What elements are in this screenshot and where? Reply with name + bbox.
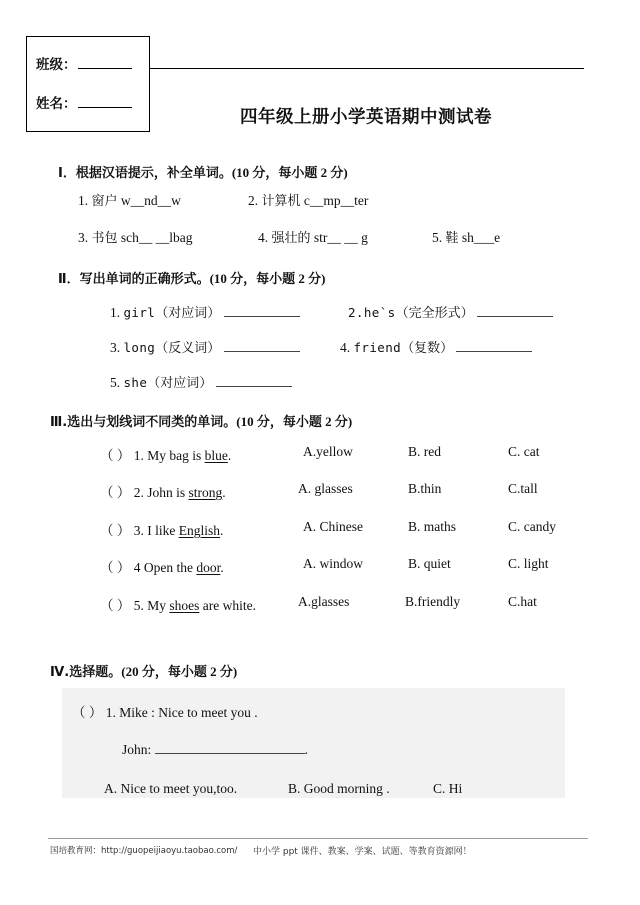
name-field-row	[36, 92, 132, 112]
s3-row-1-underlined: blue	[204, 448, 228, 463]
name-field-label: 姓名：	[36, 96, 77, 112]
s1-item-1-num: 1.	[78, 193, 89, 208]
s3-row-5-option-a[interactable]: A.glasses	[298, 594, 350, 609]
s1-item-2-cn: 计算机	[261, 194, 301, 209]
s4-answer-row	[122, 742, 308, 758]
s3-row-2-answer-bracket[interactable]: （ ）	[100, 485, 131, 500]
s3-row-5-post: are white.	[199, 598, 256, 613]
section-3-heading-text: Ⅲ.选出与划线词不同类的单词。	[50, 415, 237, 430]
s1-item-5-num: 5.	[432, 230, 443, 245]
s3-row-2-pre: John is	[147, 485, 189, 500]
footer-site-credit: 国培教育网：http://guopeijiaoyu.taobao.com/	[50, 846, 238, 856]
s4-q1-option-c[interactable]: C. Hi	[433, 781, 463, 796]
s4-q1-num: 1.	[105, 705, 116, 720]
s3-row-5-answer-bracket[interactable]: （ ）	[100, 598, 131, 613]
s3-row-5-num: 5.	[133, 598, 144, 613]
s1-item-5-en[interactable]: sh___e	[461, 230, 501, 245]
s2-item-2-hint: （完全形式）	[395, 306, 474, 321]
s3-row-3-pre: I like	[147, 523, 179, 538]
s3-row-2-post: .	[222, 485, 226, 500]
s3-row-3-underlined: English	[178, 523, 221, 538]
s3-row-2-option-b[interactable]: B.thin	[408, 481, 442, 496]
s3-row-4-underlined: door	[196, 560, 221, 575]
s3-row-4-post: .	[220, 560, 224, 575]
class-field-blank[interactable]	[78, 56, 132, 69]
s4-answer-label: John:	[122, 742, 152, 757]
s2-item-1	[110, 302, 300, 321]
s2-item-1-blank[interactable]	[224, 305, 300, 317]
section-4-heading-text: Ⅳ.选择题。	[50, 665, 122, 680]
s3-row-4	[100, 556, 224, 576]
s2-item-4-hint: （复数）	[401, 341, 454, 356]
section-2-heading-text: Ⅱ．写出单词的正确形式。	[58, 272, 210, 287]
s3-row-4-pre: Open the	[143, 560, 197, 575]
s1-item-3	[78, 227, 193, 246]
s4-q1-option-b[interactable]: B. Good morning .	[288, 781, 390, 796]
s3-row-3-option-c[interactable]: C. candy	[508, 519, 556, 534]
s3-row-5-underlined: shoes	[169, 598, 200, 613]
s2-item-4-word: friend	[353, 340, 402, 355]
s3-row-2-option-c[interactable]: C.tall	[508, 481, 538, 496]
s3-row-1-num: 1.	[133, 448, 144, 463]
s1-item-4-cn: 强壮的	[271, 231, 311, 246]
s1-item-3-num: 3.	[78, 230, 89, 245]
s2-item-1-num: 1.	[110, 305, 121, 320]
section-3-heading	[50, 411, 352, 430]
section-4-heading	[50, 661, 237, 680]
class-field-label: 班级：	[36, 57, 77, 73]
s3-row-3-option-a[interactable]: A. Chinese	[303, 519, 363, 534]
s2-item-4	[340, 337, 532, 356]
s3-row-5-option-b[interactable]: B.friendly	[405, 594, 461, 609]
s3-row-1-option-c[interactable]: C. cat	[508, 444, 540, 459]
footer-resource-note: 中小学 ppt 课件、教案、学案、试题、等教育资源网！	[253, 847, 472, 857]
s3-row-1	[100, 444, 231, 464]
section-2-heading	[58, 268, 326, 287]
s1-item-5-cn: 鞋	[445, 231, 459, 246]
s1-item-3-cn: 书包	[91, 231, 118, 246]
s3-row-3-answer-bracket[interactable]: （ ）	[100, 523, 131, 538]
s2-item-5-blank[interactable]	[216, 375, 292, 387]
s2-item-2-word: he`s	[363, 305, 396, 320]
s2-item-5-word: she	[123, 375, 148, 390]
section-3-points: (10 分，每小题 2 分)	[236, 414, 353, 429]
s2-item-1-word: girl	[123, 305, 156, 320]
s1-item-2	[248, 190, 368, 209]
s3-row-4-option-c[interactable]: C. light	[508, 556, 549, 571]
s3-row-1-post: .	[227, 448, 232, 463]
s3-row-1-pre: My bag is	[147, 448, 205, 463]
s3-row-4-answer-bracket[interactable]: （ ）	[100, 560, 131, 575]
s2-item-3	[110, 337, 300, 356]
s1-item-1-cn: 窗户	[91, 194, 118, 209]
s2-item-5-hint: （对应词）	[147, 376, 213, 391]
s3-row-2	[100, 481, 226, 501]
s3-row-3-post: .	[220, 523, 224, 538]
name-field-blank[interactable]	[78, 95, 132, 108]
s1-item-2-num: 2.	[248, 193, 259, 208]
s4-q1-option-a[interactable]: A. Nice to meet you,too.	[104, 781, 238, 796]
class-field-row	[36, 53, 132, 73]
s2-item-5-num: 5.	[110, 375, 121, 390]
s1-item-2-en[interactable]: c__mp__ter	[303, 193, 369, 208]
page-header	[0, 36, 640, 136]
s2-item-3-hint: （反义词）	[155, 341, 221, 356]
s3-row-5-option-c[interactable]: C.hat	[508, 594, 537, 609]
s3-row-2-num: 2.	[133, 485, 144, 500]
s1-item-3-en[interactable]: sch__ __lbag	[120, 230, 193, 245]
s2-item-2-num: 2.	[348, 305, 364, 320]
s1-item-4	[258, 227, 368, 246]
section-1-points: (10 分，每小题 2 分)	[231, 165, 348, 180]
page-footer	[0, 838, 640, 862]
s4-q1-text: Mike : Nice to meet you .	[119, 705, 258, 720]
s3-row-1-option-a[interactable]: A.yellow	[303, 444, 353, 459]
s2-item-4-num: 4.	[340, 340, 351, 355]
s3-row-5-pre: My	[147, 598, 170, 613]
student-info-box	[26, 36, 150, 132]
s2-item-2	[348, 302, 553, 321]
s3-row-5	[100, 594, 256, 614]
s2-item-5	[110, 372, 292, 391]
s2-item-4-blank[interactable]	[456, 340, 532, 352]
s3-row-2-underlined: strong	[188, 485, 223, 500]
s4-q1-answer-bracket[interactable]: （ ）	[72, 705, 103, 720]
s1-item-4-num: 4.	[258, 230, 269, 245]
s3-row-1-option-b[interactable]: B. red	[408, 444, 441, 459]
s3-row-3-num: 3.	[133, 523, 144, 538]
s3-row-4-num: 4	[133, 560, 141, 575]
section-2-points: (10 分，每小题 2 分)	[209, 271, 326, 286]
s1-item-1	[78, 190, 181, 209]
section-1-heading	[58, 162, 348, 181]
s2-item-2-blank[interactable]	[477, 305, 553, 317]
s3-row-1-answer-bracket[interactable]: （ ）	[100, 448, 131, 463]
s2-item-3-blank[interactable]	[224, 340, 300, 352]
s3-row-3-option-b[interactable]: B. maths	[408, 519, 457, 534]
section-4-points: (20 分，每小题 2 分)	[121, 664, 238, 679]
s4-answer-period: .	[304, 742, 309, 757]
page-title: 四年级上册小学英语期中测试卷	[240, 107, 492, 128]
header-divider-rule	[148, 68, 584, 69]
s4-answer-blank[interactable]	[155, 742, 305, 754]
s1-item-4-en[interactable]: str__ __ g	[313, 230, 368, 245]
s2-item-3-num: 3.	[110, 340, 121, 355]
s3-row-3	[100, 519, 223, 539]
s4-question-1	[72, 701, 258, 721]
s3-row-4-option-b[interactable]: B. quiet	[408, 556, 451, 571]
s3-row-4-option-a[interactable]: A. window	[303, 556, 363, 571]
s3-row-2-option-a[interactable]: A. glasses	[298, 481, 353, 496]
s2-item-1-hint: （对应词）	[155, 306, 221, 321]
section-1-heading-text: Ⅰ．根据汉语提示，补全单词。	[58, 166, 232, 181]
s1-item-5	[432, 227, 500, 246]
s2-item-3-word: long	[123, 340, 156, 355]
s1-item-1-en[interactable]: w__nd__w	[120, 193, 181, 208]
footer-divider-rule	[48, 838, 588, 839]
